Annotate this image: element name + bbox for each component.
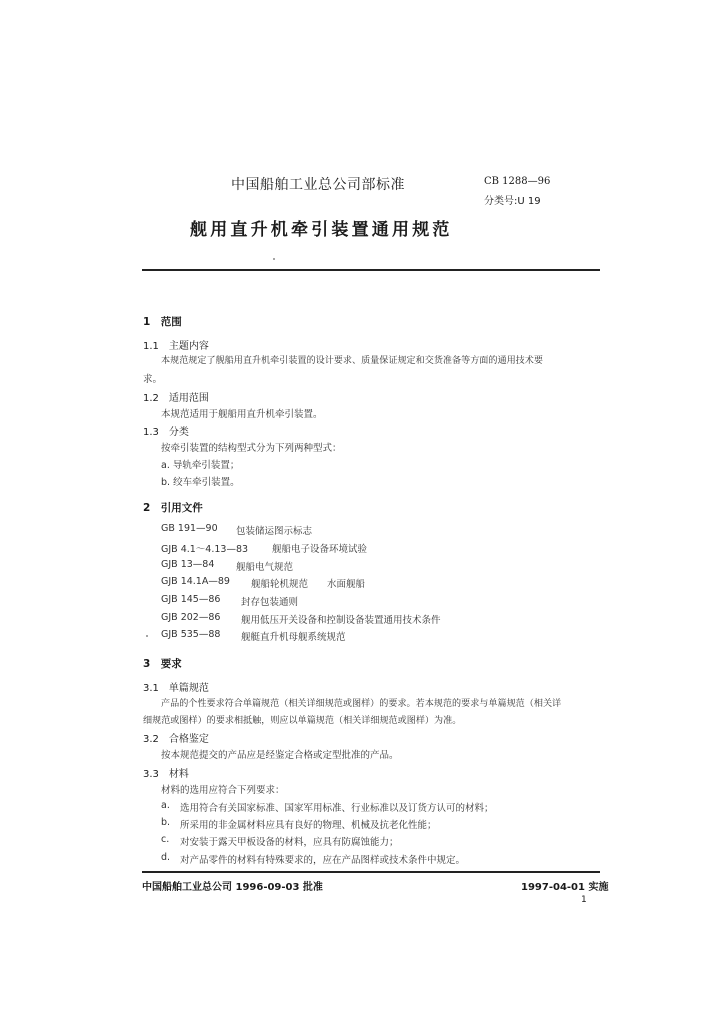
reference-code: GJB 4.1～4.13—83 bbox=[161, 544, 249, 555]
list-item-label: b. bbox=[161, 817, 171, 828]
section-3-2-text: 按本规范提交的产品应是经鉴定合格或定型批准的产品。 bbox=[161, 750, 399, 761]
document-title: 舰用直升机牵引装置通用规范 bbox=[190, 220, 453, 240]
list-item-label: c. bbox=[161, 834, 170, 845]
page-number: 1 bbox=[581, 895, 587, 905]
classification-code: 分类号:U 19 bbox=[484, 196, 541, 207]
list-item-text: 选用符合有关国家标准、国家军用标准、行业标准以及订货方认可的材料； bbox=[180, 803, 494, 814]
section-1-1-text-cont: 求。 bbox=[143, 374, 163, 385]
scan-speck bbox=[146, 635, 148, 637]
list-item-text: 对产品零件的材料有特殊要求的，应在产品图样或技术条件中规定。 bbox=[180, 855, 466, 866]
section-1-heading: 1 范围 bbox=[143, 316, 182, 328]
approval-note: 中国船舶工业总公司 1996-09-03 批准 bbox=[142, 882, 323, 893]
list-item-text: 对安装于露天甲板设备的材料，应具有防腐蚀能力； bbox=[180, 837, 399, 848]
scan-speck bbox=[273, 258, 275, 260]
section-1-3-heading: 1.3 分类 bbox=[143, 427, 189, 438]
reference-title: 舰船电子设备环境试验 bbox=[272, 544, 368, 555]
section-1-3-text: 按牵引装置的结构型式分为下列两种型式： bbox=[161, 443, 342, 454]
section-3-1-text-cont: 细规范或图样）的要求相抵触，则应以单篇规范（相关详细规范或图样）为准。 bbox=[143, 716, 462, 726]
implementation-date: 1997-04-01 实施 bbox=[521, 882, 609, 893]
list-item-text: 所采用的非金属材料应具有良好的物理、机械及抗老化性能； bbox=[180, 820, 437, 831]
section-3-heading: 3 要求 bbox=[143, 658, 182, 670]
reference-code: GJB 202—86 bbox=[161, 612, 221, 623]
section-1-1-heading: 1.1 主题内容 bbox=[143, 341, 209, 352]
section-1-2-text: 本规范适用于舰船用直升机牵引装置。 bbox=[161, 409, 323, 420]
section-1-1-text: 本规范规定了舰船用直升机牵引装置的设计要求、质量保证规定和交货准备等方面的通用技术要 bbox=[161, 356, 543, 366]
reference-title: 封存包装通则 bbox=[241, 597, 299, 608]
section-1-2-heading: 1.2 适用范围 bbox=[143, 393, 209, 404]
reference-title: 舰船电气规范 bbox=[236, 562, 294, 573]
list-item-label: a. bbox=[161, 800, 170, 811]
reference-title: 舰船轮机规范 水面舰船 bbox=[251, 579, 366, 590]
issuing-organization: 中国船舶工业总公司部标准 bbox=[231, 177, 405, 193]
section-3-3-text: 材料的选用应符合下列要求： bbox=[161, 785, 285, 796]
section-3-1-heading: 3.1 单篇规范 bbox=[143, 683, 209, 694]
section-2-heading: 2 引用文件 bbox=[143, 502, 203, 514]
footer-rule bbox=[142, 871, 600, 873]
reference-title: 舰用低压开关设备和控制设备装置通用技术条件 bbox=[241, 615, 441, 626]
section-3-1-text: 产品的个性要求符合单篇规范（相关详细规范或图样）的要求。若本规范的要求与单篇规范（相关详 bbox=[161, 699, 562, 709]
section-3-2-heading: 3.2 合格鉴定 bbox=[143, 734, 209, 745]
reference-title: 舰艇直升机母舰系统规范 bbox=[241, 632, 346, 643]
standard-code: CB 1288—96 bbox=[484, 176, 551, 187]
header-rule bbox=[142, 269, 600, 271]
reference-code: GJB 535—88 bbox=[161, 629, 221, 640]
reference-code: GJB 145—86 bbox=[161, 594, 221, 605]
reference-title: 包装储运图示标志 bbox=[236, 526, 313, 537]
list-item-label: d. bbox=[161, 852, 171, 863]
reference-code: GJB 13—84 bbox=[161, 559, 215, 570]
section-1-3-item-b: b. 绞车牵引装置。 bbox=[161, 477, 240, 488]
reference-code: GJB 14.1A—89 bbox=[161, 576, 230, 587]
reference-code: GB 191—90 bbox=[161, 523, 218, 534]
section-1-3-item-a: a. 导轨牵引装置； bbox=[161, 460, 240, 471]
section-3-3-heading: 3.3 材料 bbox=[143, 769, 189, 780]
